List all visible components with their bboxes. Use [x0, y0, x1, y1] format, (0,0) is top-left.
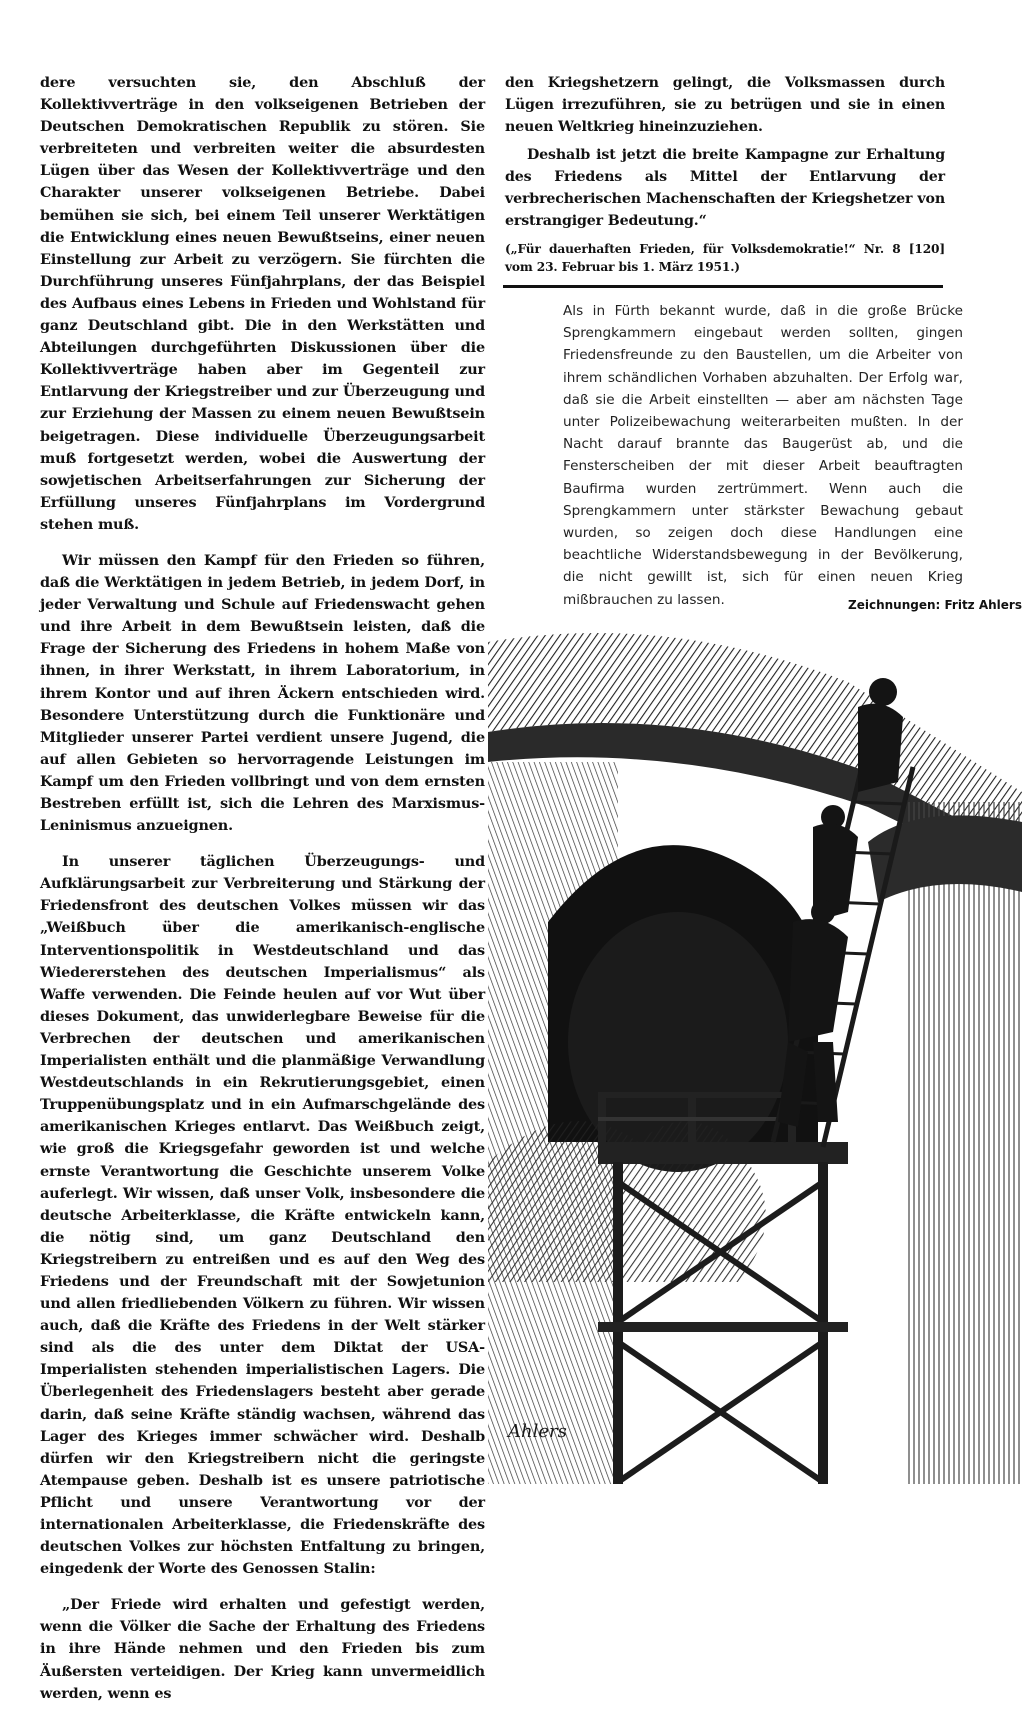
bridge-pier [908, 802, 1022, 1484]
article-left-column [40, 72, 485, 1719]
artist-signature: Ahlers [508, 1421, 567, 1442]
article-paragraph-3: In unserer täglichen Überzeugungs- und Aufklärungsarbeit zur Verbreiterung und Stärkung der Friedensfront des deutschen Volkes müssen wir das „Weißbuch über die amerikanisch-englische Interventionspolitik in Westdeutschland und das Wiedererstehen des deutschen Imperialismus“ als Waffe verwenden. Die Feinde heulen auf vor Wut über dieses Dokument, das unwiderlegbare Beweise für die Verbrechen der deutschen und amerikanischen Imperialisten enthält und die planmäßige Verwandlung Westdeutschlands in ein Rekrutierungsgebiet, einen Truppenübungsplatz und in ein Aufmarschgelände des amerikanischen Krieges entlarvt. Das Weißbuch zeigt, wie groß die Kriegsgefahr geworden ist und welche ernste Verantwortung die Geschichte unserem Volke auferlegt. Wir wissen, daß unser Volk, insbesondere die deutsche Arbeiterklasse, die Kräfte entwickeln kann, die nötig sind, um ganz Deutschland den Kriegstreibern zu entreißen und es auf den Weg des Friedens und der Freundschaft mit der Sowjetunion und allen friedliebenden Völkern zu führen. Wir wissen auch, daß die Kräfte des Friedens in der Welt stärker sind als die des unter dem Diktat der USA-Imperialisten stehenden imperialistischen Lagers. Die Überlegenheit des Friedenslagers besteht aber gerade darin, daß seine Kräfte ständig wachsen, während das Lager des Krieges immer schwächer wird. Deshalb dürfen wir den Kriegstreibern nicht die geringste Atempause geben. Deshalb ist es unsere patriotische Pflicht und unsere Verantwortung vor der internationalen Arbeiterklasse, die Friedenskräfte des deutschen Volkes zur höchsten Entfaltung zu bringen, eingedenk der Worte des Genossen Stalin: [40, 853, 485, 1578]
quote-citation: („Für dauerhaften Frieden, für Volksdemokratie!“ Nr. 8 [120] vom 23. Februar bis 1. März 1951.) [505, 242, 945, 274]
illustration-caption: Als in Fürth bekannt wurde, daß in die große Brücke Sprengkammern eingebaut werden sollten, gingen Friedensfreunde zu den Baustellen, um die Arbeiter von ihrem schändlichen Vorhaben abzuhalten. Der Erfolg war, daß sie die Arbeit einstellten — aber am nächsten Tage unter Polizeibewachung weiterarbeiten mußten. In der Nacht darauf brannte das Baugerüst ab, und die Fensterscheiben der mit dieser Arbeit beauftragten Baufirma wurden zertrümmert. Wenn auch die Sprengkammern unter stärkster Bewachung gebaut wurden, so zeigen doch diese Handlungen eine beachtliche Widerstandsbewegung in der Bevölkerung, die nicht gewillt ist, sich für einen neuen Krieg mißbrauchen zu lassen. [563, 303, 963, 608]
illustration-credit: Zeichnungen: Fritz Ahlers [848, 598, 1022, 612]
stalin-quote-start: „Der Friede wird erhalten und gefestigt werden, wenn die Völker die Sache der Erhaltung des Friedens in ihre Hände nehmen und den Frieden bis zum Äußersten verteidigen. Der Krieg kann unvermeidlich werden, wenn es [40, 1596, 485, 1702]
article-paragraph-2: Wir müssen den Kampf für den Frieden so führen, daß die Werktätigen in jedem Betrieb, in jedem Dorf, in jeder Verwaltung und Schule auf Friedenswacht gehen und ihre Arbeit in dem Bewußtsein leisten, daß die Frage der Sicherung des Friedens in hohem Maße von ihnen, in ihrer Werkstatt, in ihrem Laboratorium, in ihrem Kontor und auf ihren Äckern entschieden wird. Besondere Unterstützung durch die Funktionäre und Mitglieder unserer Partei verdient unsere Jugend, die auf allen Gebieten so hervorragende Leistungen im Kampf um den Frieden vollbringt und von dem ernsten Bestreben erfüllt ist, sich die Lehren des Marxismus-Leninismus anzueignen. [40, 551, 485, 835]
article-paragraph-conclusion: Deshalb ist jetzt die breite Kampagne zur Erhaltung des Friedens als Mittel der Entlarvung der verbrecherischen Machenschaften der Kriegshetzer von erstrangiger Bedeutung.“ [505, 147, 945, 229]
bridge-illustration [488, 622, 1022, 1484]
article-right-column [505, 72, 945, 276]
stalin-quote-end: den Kriegshetzern gelingt, die Volksmassen durch Lügen irrezuführen, sie zu betrügen und sie in einen neuen Weltkrieg hineinzuziehen. [505, 75, 945, 135]
article-paragraph-1: dere versuchten sie, den Abschluß der Kollektivverträge in den volkseigenen Betrieben der Deutschen Demokratischen Republik zu stören. Sie verbreiteten und verbreiten weiter die absurdesten Lügen über das Wesen der Kollektivverträge und den Charakter unserer volkseigenen Betriebe. Dabei bemühen sie sich, bei einem Teil unserer Werktätigen die Entwicklung eines neuen Bewußtseins, einer neuen Einstellung zur Arbeit zu verzögern. Sie fürchten die Durchführung unseres Fünfjahrplans, der das Beispiel des Aufbaus eines Lebens in Frieden und Wohlstand für ganz Deutschland gibt. Die in den Werkstätten und Abteilungen durchgeführten Diskussionen über die Kollektivverträge haben aber im Gegenteil zur Entlarvung der Kriegstreiber und zur Überzeugung und zur Erziehung der Massen zu einem neuen Bewußtsein beigetragen. Diese individuelle Überzeugungsarbeit muß fortgesetzt werden, wobei die Auswertung der sowjetischen Arbeitserfahrungen zur Sicherung der Erfüllung unseres Fünfjahrplans im Vordergrund stehen muß. [40, 74, 485, 533]
section-divider [503, 285, 943, 288]
